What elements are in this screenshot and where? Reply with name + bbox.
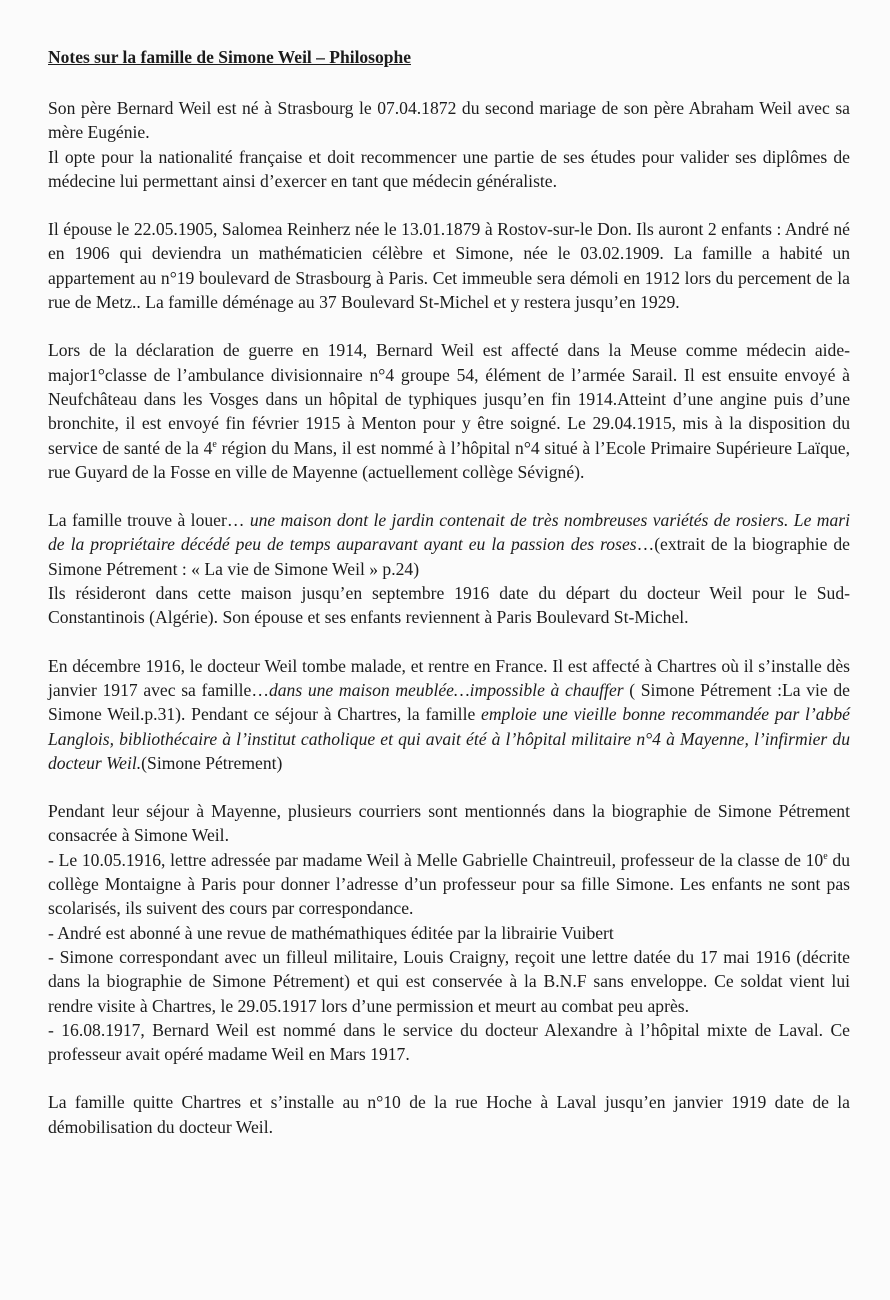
paragraph-father	[48, 96, 850, 193]
chartres-text-b: ( Simone Pétrement :La vie de Simone Weil.p.31). Pendant ce séjour à Chartres, la famille	[48, 679, 850, 725]
letters-item-3: - Simone correspondant avec un filleul militaire, Louis Craigny, reçoit une lettre datée du 17 mai 1916 (décrite dans la biographie de Simone Pétrement) et qui est conservée à la B.N.F sans enveloppe. Ce soldat vient lui rendre visite à Chartres, le 29.05.1917 lors d’une permission et meurt au combat peu après.	[48, 946, 850, 1016]
letters-item-1-a: - Le 10.05.1916, lettre adressée par madame Weil à Melle Gabrielle Chaintreuil, professeur de la classe de 10	[48, 849, 824, 870]
letters-item-1-superscript: e	[823, 850, 828, 862]
document-title: Notes sur la famille de Simone Weil – Philosophe	[48, 47, 411, 67]
paragraph-laval: La famille quitte Chartres et s’installe au n°10 de la rue Hoche à Laval jusqu’en janvier 1919 date de la démobilisation du docteur Weil.	[48, 1092, 850, 1137]
paragraph-letters	[48, 799, 850, 1066]
letters-intro: Pendant leur séjour à Mayenne, plusieurs courriers sont mentionnés dans la biographie de Simone Pétrement consacrée à Simone Weil.	[48, 801, 850, 846]
paragraph-father-line-2: Il opte pour la nationalité française et doit recommencer une partie de ses études pour valider ses diplômes de médecine lui permettant ainsi d’exercer en tant que médecin généraliste.	[48, 146, 850, 191]
house-text-b: …(extrait de la biographie de Simone Pétrement : « La vie de Simone Weil » p.24)	[48, 534, 850, 579]
paragraph-marriage: Il épouse le 22.05.1905, Salomea Reinherz née le 13.01.1879 à Rostov-sur-le Don. Ils auront 2 enfants : André né en 1906 qui deviendra un mathématicien célèbre et Simone, née le 03.02.1909. La famille a habité un appartement au n°19 boulevard de Strasbourg à Paris. Cet immeuble sera démoli en 1912 lors du percement de la rue de Metz.. La famille déménage au 37 Boulevard St-Michel et y restera jusqu’en 1929.	[48, 219, 850, 313]
letters-item-1-b: du collège Montaigne à Paris pour donner l’adresse d’un professeur pour sa fille Simone. Les enfants ne sont pas scolarisés, ils suivent des cours par correspondance.	[48, 849, 850, 919]
chartres-text-c: (Simone Pétrement)	[141, 752, 283, 773]
chartres-italic-2: emploie une vieille bonne recommandée par l’abbé Langlois, bibliothécaire à l’institut catholique et qui avait été à l’hôpital militaire n°4 à Mayenne, l’infirmier du docteur Weil.	[48, 704, 850, 773]
letters-item-2: - André est abonné à une revue de mathémathiques éditée par la librairie Vuibert	[48, 922, 614, 943]
paragraph-house-mayenne	[48, 508, 850, 629]
war-text-b: région du Mans, il est nommé à l’hôpital n°4 situé à l’Ecole Primaire Supérieure Laïque, rue Guyard de la Fosse en ville de Mayenne (actuellement collège Sévigné).	[48, 437, 850, 482]
paragraph-chartres	[48, 654, 850, 775]
letters-item-4: - 16.08.1917, Bernard Weil est nommé dans le service du docteur Alexandre à l’hôpital mixte de Laval. Ce professeur avait opéré madame Weil en Mars 1917.	[48, 1019, 850, 1065]
war-superscript: e	[212, 438, 217, 450]
letters-item-1	[48, 848, 850, 921]
chartres-italic-1: dans une maison meublée…impossible à chauffer	[268, 679, 624, 700]
house-quote-italic: une maison dont le jardin contenait de très nombreuses variétés de rosiers. Le mari de la propriétaire décédé peu de temps auparavant ayant eu la passion des roses	[48, 510, 851, 555]
paragraph-war-1914	[48, 338, 850, 484]
house-text-c: Ils résideront dans cette maison jusqu’en septembre 1916 date du départ du docteur Weil pour le Sud-Constantinois (Algérie). Son épouse et ses enfants reviennent à Paris Boulevard St-Michel.	[48, 583, 850, 628]
chartres-text-a: En décembre 1916, le docteur Weil tombe malade, et rentre en France. Il est affecté à Chartres où il s’installe dès janvier 1917 avec sa famille…	[48, 655, 850, 700]
house-text-a: La famille trouve à louer…	[48, 510, 250, 531]
war-text-a: Lors de la déclaration de guerre en 1914, Bernard Weil est affecté dans la Meuse comme médecin aide-major1°classe de l’ambulance divisionnaire n°4 groupe 54, élément de l’armée Sarail. Il est ensuite envoyé à Neufchâteau dans les Vosges dans un hôpital de typhiques jusqu’en fin 1914.Atteint d’une angine puis d’une bronchite, il est envoyé fin février 1915 à Menton pour y être soigné. Le 29.04.1915, mis à la disposition du service de santé de la 4	[48, 340, 850, 458]
paragraph-father-line-1: Son père Bernard Weil est né à Strasbourg le 07.04.1872 du second mariage de son père Abraham Weil avec sa mère Eugénie.	[48, 98, 850, 143]
